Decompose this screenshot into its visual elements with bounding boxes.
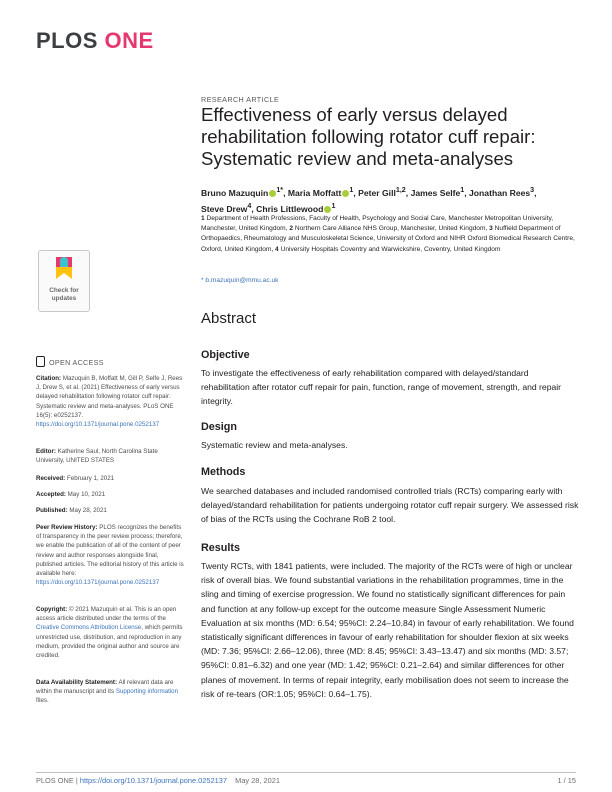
cfu-line-1: Check for xyxy=(49,287,79,294)
open-access-label: OPEN ACCESS xyxy=(49,358,104,367)
received-block xyxy=(36,474,186,483)
editor-block xyxy=(36,447,186,465)
copyright-text: © 2021 Mazuquin et al. This is an open access article distributed under the terms of the xyxy=(36,606,177,623)
affil-number: 3 xyxy=(489,225,493,233)
article-type: RESEARCH ARTICLE xyxy=(201,95,280,104)
received-date: February 1, 2021 xyxy=(66,475,115,482)
data-availability-block xyxy=(36,678,186,706)
footer-doi-link[interactable]: https://doi.org/10.1371/journal.pone.0252137 xyxy=(79,776,227,785)
author-list xyxy=(201,184,581,216)
received-label: Received: xyxy=(36,475,66,482)
journal-logo[interactable] xyxy=(36,28,154,54)
footer-date: May 28, 2021 xyxy=(235,776,280,785)
author-name: Bruno Mazuquin xyxy=(201,187,269,198)
design-heading: Design xyxy=(201,421,237,433)
affil-number: 1 xyxy=(201,215,205,222)
author-name: Steve Drew xyxy=(201,203,248,214)
peer-review-block xyxy=(36,523,186,587)
article-title: Effectiveness of early versus delayed rehabilitation following rotator cuff repair: Systematic review and meta-analyses xyxy=(201,104,536,169)
open-lock-icon xyxy=(36,356,45,367)
citation-link[interactable]: https://doi.org/10.1371/journal.pone.0252137 xyxy=(36,421,160,429)
author-affil: 3 xyxy=(530,186,535,194)
author-name: Maria Moffatt xyxy=(287,187,342,198)
results-text: Twenty RCTs, with 1841 patients, were included. The majority of the RCTs were of high or unclear risk of overall bias. We found substantial variations in the rehabilitation programmes, time in the sling and timing of exercise progression. We found no statistically significant differences for pain and function at any follow-up except for the outcome measure Single Assessment Numeric Evaluation at six months (MD: 6.54; 95%CI: 2.24–10.84) in favour of early rehabilitation. We found statistically significant differences in favour of early rehabilitation for shoulder flexion at six weeks (MD: 7.36; 95%CI: 2.66–12.06), three (MD: 8.45; 95%CI: 3.43–13.47) and six months (MD: 3.57; 95%CI: 0.81–6.32) and one year (MD: 1.42; 95%CI: 0.21–2.64) and similar differences for other planes of movement. In terms of repair integrity, early mobilisation does not seem to increase the risk of re-tears (OR:1.05; 95%CI: 0.64–1.75). xyxy=(201,561,574,699)
peer-review-text: PLOS recognizes the benefits of transparency in the peer review process; therefore, we enable the publication of all of the content of peer review and author responses alongside final, published articles. The editorial history of this article is available here: xyxy=(36,524,184,578)
page-footer xyxy=(36,776,280,785)
supporting-info-link[interactable]: Supporting information xyxy=(115,688,179,696)
footer-divider xyxy=(36,772,576,773)
published-label: Published: xyxy=(36,507,68,514)
author-name: James Selfe xyxy=(410,187,461,198)
editor-label: Editor: xyxy=(36,448,56,455)
author-affil: 1 xyxy=(331,201,336,210)
citation-label: Citation: xyxy=(36,375,62,382)
corresponding-email[interactable]: * b.mazuquin@mmu.ac.uk xyxy=(201,277,279,284)
author-line-1: Bruno Mazuquin $^{1*}$, Maria Moffatt $^1$, Peter Gill$^{1,2}$, James Selfe$^1$, Jonathan Rees$^3$, xyxy=(201,186,537,198)
footer-separator: | xyxy=(73,776,80,785)
citation-text: Mazuquin B, Moffatt M, Gill P, Selfe J, Rees J, Drew S, et al. (2021) Effectiveness of early versus delayed rehabilitation following rotator cuff repair: Systematic review and meta-analyses. PLoS ONE 16(5): e0252137. xyxy=(36,375,183,419)
logo-plos: PLOS xyxy=(36,28,98,53)
objective-text: To investigate the effectiveness of early rehabilitation compared with delayed/standard rehabilitation after rotator cuff repair for pain, function, range of movement, strength, and repair integrity. xyxy=(201,368,562,407)
author-affil: 1* xyxy=(276,186,284,194)
author-name: Jonathan Rees xyxy=(469,187,531,198)
methods-text: We searched databases and included randomised controlled trials (RCTs) comparing early with delayed/standard rehabilitation for patients undergoing rotator cuff repair surgery. We assessed risk of bias of the RCTs using the Cochrane RoB 2 tool. xyxy=(201,486,579,525)
author-affil: 1 xyxy=(349,186,354,194)
open-access xyxy=(36,356,104,367)
accepted-date: May 10, 2021 xyxy=(67,491,106,498)
published-block xyxy=(36,506,186,515)
bookmark-icon xyxy=(39,251,89,287)
design-text: Systematic review and meta-analyses. xyxy=(201,440,348,450)
author-affil: 4 xyxy=(247,201,252,210)
published-date: May 28, 2021 xyxy=(69,507,107,514)
check-for-updates-badge[interactable] xyxy=(38,250,90,312)
results-heading: Results xyxy=(201,542,241,554)
peer-review-link[interactable]: https://doi.org/10.1371/journal.pone.0252137 xyxy=(36,579,160,587)
author-affil: 1 xyxy=(460,186,465,194)
affil-text: University Hospitals Coventry and Warwickshire, Coventry, United Kingdom xyxy=(280,245,501,253)
data-availability-text: All relevant data are within the manuscript and its xyxy=(36,679,174,696)
data-availability-label: Data Availability Statement: xyxy=(36,679,118,686)
copyright-text-2: , which permits unrestricted use, distribution, and reproduction in any medium, provided the original author and source are credited. xyxy=(36,624,183,660)
logo-one: ONE xyxy=(104,28,154,53)
copyright-block xyxy=(36,605,186,660)
accepted-label: Accepted: xyxy=(36,491,66,498)
data-availability-text-2: files. xyxy=(36,697,49,705)
citation-block xyxy=(36,374,186,429)
affil-text: Northern Care Alliance NHS Group, Manchester, United Kingdom, xyxy=(294,225,488,233)
editor-text: Katherine Saul, North Carolina State University, UNITED STATES xyxy=(36,448,158,465)
author-name: Peter Gill xyxy=(358,187,396,198)
affil-number: 2 xyxy=(289,225,294,233)
cfu-line-2: updates xyxy=(51,295,77,302)
peer-review-label: Peer Review History: xyxy=(36,524,98,531)
abstract-heading: Abstract xyxy=(201,310,257,327)
accepted-block xyxy=(36,490,186,499)
check-for-updates-label xyxy=(39,287,89,303)
copyright-label: Copyright: xyxy=(36,606,68,613)
footer-journal: PLOS ONE xyxy=(36,776,74,785)
objective-heading: Objective xyxy=(201,349,250,361)
author-line-2: Steve Drew$^4$, Chris Littlewood $^1$ xyxy=(201,201,336,214)
affil-text: Department of Health Professions, Faculty of Health, Psychology and Social Care, Manchester Metropolitan University, Manchester, United Kingdom, xyxy=(201,215,554,233)
author-name: Chris Littlewood xyxy=(256,203,324,214)
author-affil: 1,2 xyxy=(395,186,406,194)
page-number: 1 / 15 xyxy=(557,776,576,785)
license-link[interactable]: Creative Commons Attribution License xyxy=(36,624,142,632)
affiliations xyxy=(201,214,581,255)
affil-text: Nuffield Department of Orthopaedics, Rheumatology and Musculoskeletal Science, University of Oxford and NIHR Oxford Biomedical Research Centre, Oxford, United Kingdom, xyxy=(201,225,575,253)
methods-heading: Methods xyxy=(201,466,246,478)
affil-number: 4 xyxy=(275,245,279,253)
